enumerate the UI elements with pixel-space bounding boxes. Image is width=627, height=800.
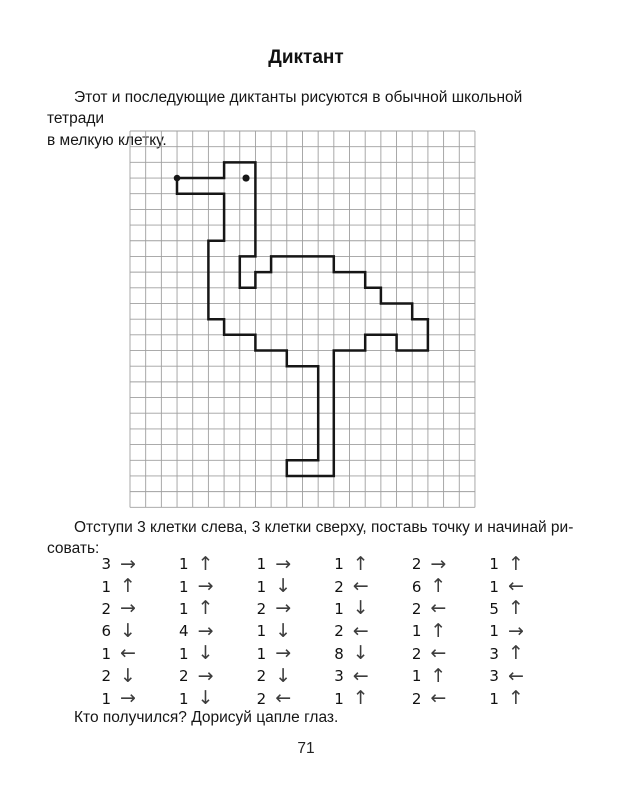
dictation-step <box>173 619 251 642</box>
dictation-row <box>95 598 561 620</box>
arrow-right-icon: → <box>275 552 292 575</box>
arrow-down-icon: ↓ <box>197 687 214 710</box>
step-count: 3 <box>334 667 344 686</box>
arrow-left-icon: ← <box>430 642 447 665</box>
step-count: 2 <box>256 599 267 618</box>
dictation-step <box>405 577 483 596</box>
question-text: Кто получился? Дорисуй цапле глаз. <box>74 709 339 726</box>
step-count: 2 <box>256 667 267 686</box>
dictation-step <box>483 552 561 575</box>
arrow-left-icon: ← <box>507 575 524 598</box>
dictation-step <box>250 644 328 663</box>
arrow-down-icon: ↓ <box>197 642 214 665</box>
step-count: 3 <box>489 667 499 686</box>
dictation-row <box>95 620 561 642</box>
arrow-right-icon: → <box>430 552 447 575</box>
arrow-up-icon: ↑ <box>507 552 524 575</box>
arrow-down-icon: ↓ <box>352 597 369 620</box>
step-count: 2 <box>411 599 422 618</box>
step-count: 1 <box>179 689 189 708</box>
step-count: 2 <box>101 667 111 686</box>
arrow-right-icon: → <box>197 575 214 598</box>
dictation-row <box>95 575 561 597</box>
arrow-down-icon: ↓ <box>275 619 292 642</box>
step-count: 1 <box>101 577 111 596</box>
intro-line-2: в мелкую клетку. <box>47 131 167 149</box>
step-count: 1 <box>411 667 422 686</box>
arrow-left-icon: ← <box>352 664 369 687</box>
arrow-left-icon: ← <box>430 687 447 710</box>
dictation-step <box>95 689 173 708</box>
dictation-step <box>405 664 483 687</box>
step-count: 1 <box>256 555 267 574</box>
dictation-row <box>95 553 561 575</box>
arrow-up-icon: ↑ <box>507 687 524 710</box>
arrow-up-icon: ↑ <box>197 552 214 575</box>
step-count: 2 <box>101 599 111 618</box>
dictation-step <box>173 577 251 596</box>
step-count: 6 <box>101 622 111 641</box>
dictation-step <box>483 644 561 663</box>
dictation-step <box>328 619 406 642</box>
dictation-step <box>405 644 483 663</box>
dictation-step <box>483 664 561 687</box>
step-count: 1 <box>179 555 189 574</box>
dictation-step <box>173 644 251 663</box>
arrow-left-icon: ← <box>507 664 524 687</box>
step-count: 1 <box>101 689 111 708</box>
step-count: 2 <box>334 577 344 596</box>
arrow-left-icon: ← <box>352 575 369 598</box>
step-count: 1 <box>101 644 111 663</box>
step-count: 1 <box>179 644 189 663</box>
arrow-right-icon: → <box>120 552 136 575</box>
arrow-down-icon: ↓ <box>120 664 136 687</box>
dictation-step <box>328 599 406 618</box>
arrow-down-icon: ↓ <box>275 664 292 687</box>
arrow-right-icon: → <box>275 642 292 665</box>
step-count: 2 <box>411 555 422 574</box>
dictation-step <box>95 599 173 618</box>
grid-drawing-heron <box>129 130 476 508</box>
step-count: 1 <box>256 577 267 596</box>
task-line-2: совать: <box>47 540 100 558</box>
task-line-1: Отступи 3 клетки слева, 3 клетки сверху, поставь точку и начинай ри- <box>74 519 574 536</box>
step-count: 1 <box>256 644 267 663</box>
arrow-left-icon: ← <box>430 597 447 620</box>
step-count: 2 <box>334 622 344 641</box>
dictation-step <box>483 619 561 642</box>
page-title: Диктант <box>268 47 344 68</box>
arrow-down-icon: ↓ <box>275 575 292 598</box>
start-dot <box>174 175 181 182</box>
arrow-right-icon: → <box>197 664 214 687</box>
dictation-step <box>250 689 328 708</box>
step-count: 1 <box>489 555 499 574</box>
arrow-right-icon: → <box>507 619 524 642</box>
arrow-left-icon: ← <box>275 687 292 710</box>
step-count: 6 <box>411 577 422 596</box>
dictation-step <box>328 552 406 575</box>
step-count: 3 <box>101 555 111 574</box>
dictation-table <box>95 553 561 710</box>
dictation-step <box>405 689 483 708</box>
dictation-row <box>95 643 561 665</box>
step-count: 5 <box>489 599 499 618</box>
step-count: 2 <box>256 689 267 708</box>
intro-line-1: Этот и последующие диктанты рисуются в обычной школьной тетради <box>47 89 523 128</box>
step-count: 2 <box>411 644 422 663</box>
arrow-right-icon: → <box>120 687 136 710</box>
dictation-step <box>405 599 483 618</box>
dictation-step <box>328 644 406 663</box>
dictation-step <box>95 577 173 596</box>
arrow-up-icon: ↑ <box>197 597 214 620</box>
dictation-step <box>95 664 173 687</box>
dictation-step <box>173 552 251 575</box>
arrow-up-icon: ↑ <box>507 642 524 665</box>
arrow-right-icon: → <box>197 619 214 642</box>
arrow-up-icon: ↑ <box>430 575 447 598</box>
step-count: 1 <box>256 622 267 641</box>
dictation-step <box>328 664 406 687</box>
eye-dot <box>242 174 249 181</box>
arrow-up-icon: ↑ <box>430 664 447 687</box>
dictation-step <box>328 577 406 596</box>
dictation-step <box>95 644 173 663</box>
dictation-step <box>250 552 328 575</box>
dictation-row <box>95 665 561 687</box>
step-count: 3 <box>489 644 499 663</box>
dictation-step <box>483 577 561 596</box>
dictation-step <box>483 599 561 618</box>
dictation-step <box>95 552 173 575</box>
step-count: 1 <box>179 599 189 618</box>
arrow-right-icon: → <box>275 597 292 620</box>
arrow-left-icon: ← <box>120 642 136 665</box>
dictation-step <box>250 664 328 687</box>
dictation-step <box>328 689 406 708</box>
step-count: 1 <box>489 689 499 708</box>
arrow-down-icon: ↓ <box>120 619 136 642</box>
step-count: 1 <box>489 577 499 596</box>
dictation-step <box>405 619 483 642</box>
step-count: 1 <box>489 622 499 641</box>
step-count: 2 <box>411 689 422 708</box>
arrow-up-icon: ↑ <box>507 597 524 620</box>
dictation-step <box>250 619 328 642</box>
dictation-step <box>173 689 251 708</box>
arrow-up-icon: ↑ <box>430 619 447 642</box>
dictation-step <box>250 577 328 596</box>
step-count: 1 <box>334 689 344 708</box>
arrow-left-icon: ← <box>352 619 369 642</box>
dictation-step <box>173 599 251 618</box>
arrow-up-icon: ↑ <box>352 687 369 710</box>
step-count: 1 <box>334 599 344 618</box>
arrow-up-icon: ↑ <box>120 575 136 598</box>
step-count: 1 <box>179 577 189 596</box>
arrow-right-icon: → <box>120 597 136 620</box>
arrow-up-icon: ↑ <box>352 552 369 575</box>
step-count: 1 <box>334 555 344 574</box>
step-count: 8 <box>334 644 344 663</box>
step-count: 2 <box>179 667 189 686</box>
dictation-step <box>95 619 173 642</box>
step-count: 1 <box>411 622 422 641</box>
dictation-step <box>250 599 328 618</box>
step-count: 4 <box>179 622 189 641</box>
dictation-step <box>173 664 251 687</box>
dictation-step <box>405 552 483 575</box>
arrow-down-icon: ↓ <box>352 642 369 665</box>
dictation-step <box>483 689 561 708</box>
page-number: 71 <box>297 740 315 757</box>
